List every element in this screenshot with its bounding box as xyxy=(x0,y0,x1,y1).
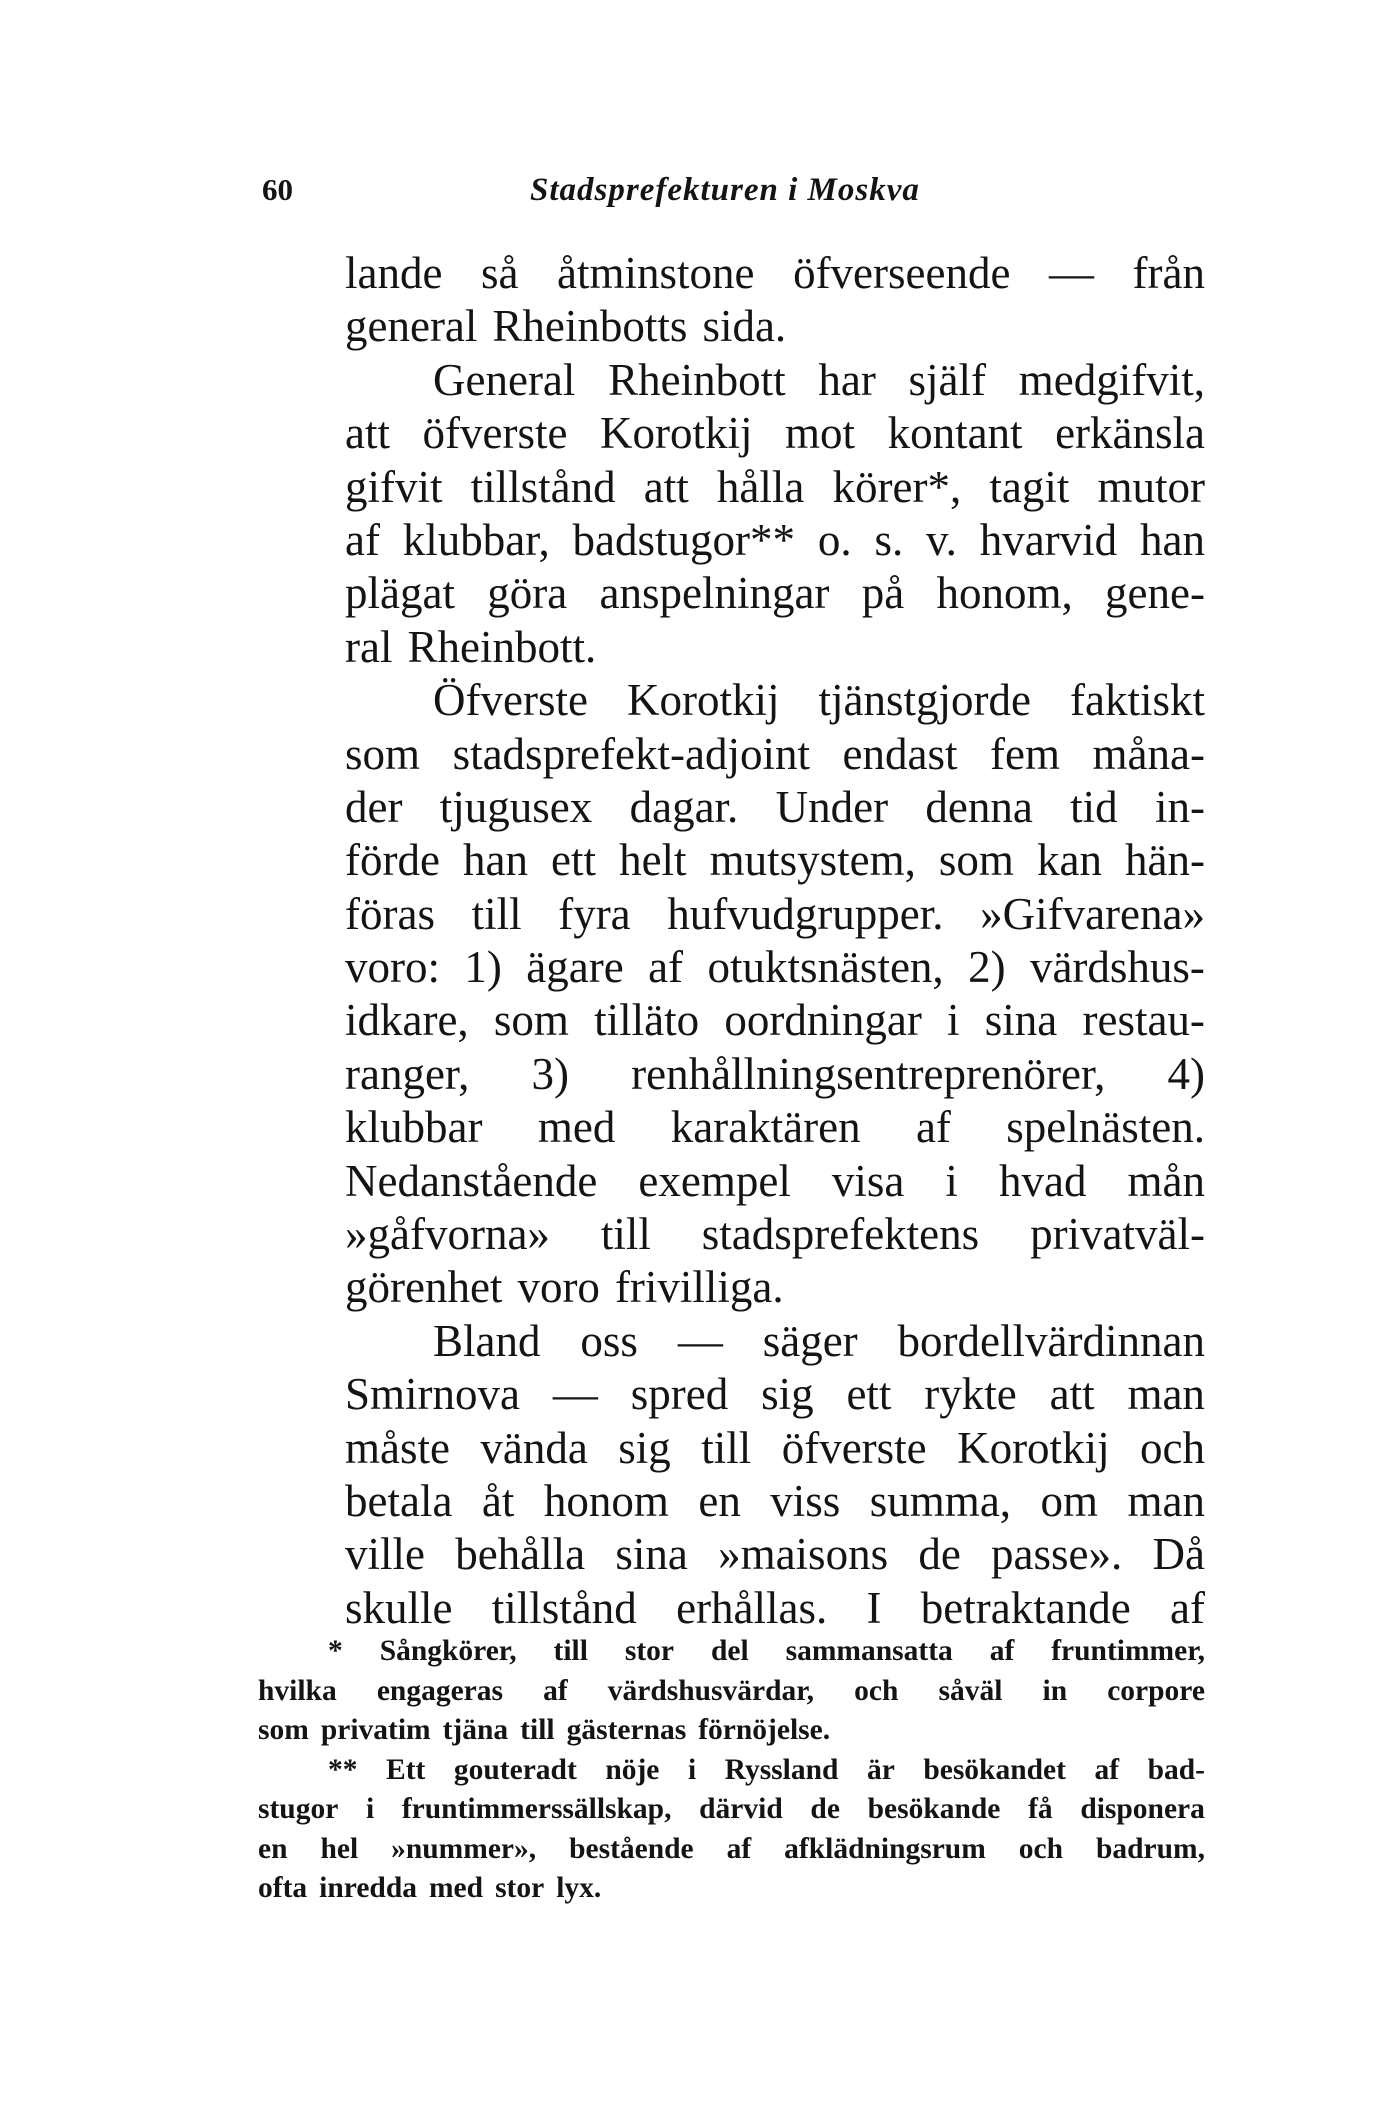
text-line: plägat göra anspelningar på honom, gene- xyxy=(345,568,1205,619)
text-line: skulle tillstånd erhållas. I betraktande af xyxy=(345,1582,1205,1633)
text-line: ranger, 3) renhållningsentreprenörer, 4) xyxy=(345,1048,1205,1099)
text-line: ville behålla sina »maisons de passe». Då xyxy=(345,1529,1205,1580)
body-text xyxy=(345,247,1205,1635)
text-line: Bland oss — säger bordellvärdinnan xyxy=(433,1315,1205,1366)
footnote-line: hvilka engageras af värdshusvärdar, och såväl in corpore xyxy=(258,1674,1205,1707)
text-line: föras till fyra hufvudgrupper. »Gifvarena» xyxy=(345,888,1205,939)
footnote-line: som privatim tjäna till gästernas förnöjelse. xyxy=(258,1714,831,1746)
text-line: Öfverste Korotkij tjänstgjorde faktiskt xyxy=(433,675,1205,726)
text-line: der tjugusex dagar. Under denna tid in- xyxy=(345,781,1205,832)
text-line: förde han ett helt mutsystem, som kan hän- xyxy=(345,835,1205,886)
text-line: lande så åtminstone öfverseende — från xyxy=(345,248,1205,298)
text-line: general Rheinbotts sida. xyxy=(345,301,787,352)
text-line: gifvit tillstånd att hålla körer*, tagit mutor xyxy=(345,461,1205,512)
running-head xyxy=(0,170,1400,210)
footnote-line: en hel »nummer», bestående af afklädningsrum och badrum, xyxy=(258,1832,1205,1865)
text-line: Smirnova — spred sig ett rykte att man xyxy=(345,1369,1205,1420)
text-line: af klubbar, badstugor** o. s. v. hvarvid han xyxy=(345,514,1205,565)
text-line: betala åt honom en viss summa, om man xyxy=(345,1475,1205,1526)
text-line: General Rheinbott har själf medgifvit, xyxy=(433,354,1205,405)
text-line: klubbar med karaktären af spelnästen. xyxy=(345,1102,1205,1153)
text-line: Nedanstående exempel visa i hvad mån xyxy=(345,1155,1205,1206)
footnote-line: stugor i fruntimmerssällskap, därvid de besökande få disponera xyxy=(258,1793,1205,1825)
footnote-line: ** Ett gouteradt nöje i Ryssland är besökandet af bad- xyxy=(328,1753,1205,1786)
text-line: »gåfvorna» till stadsprefektens privatväl- xyxy=(345,1209,1205,1260)
footnote-line: * Sångkörer, till stor del sammansatta af fruntimmer, xyxy=(328,1635,1205,1667)
text-line: måste vända sig till öfverste Korotkij och xyxy=(345,1422,1205,1473)
text-line: som stadsprefekt-adjoint endast fem måna- xyxy=(345,728,1205,779)
text-line: voro: 1) ägare af otuktsnästen, 2) värdshus- xyxy=(345,942,1205,993)
footnotes xyxy=(258,1632,1205,1909)
text-line: idkare, som tilläto oordningar i sina restau- xyxy=(345,995,1205,1046)
text-line: att öfverste Korotkij mot kontant erkänsla xyxy=(345,408,1205,459)
page-number: 60 xyxy=(262,172,293,207)
text-line: ral Rheinbott. xyxy=(345,621,597,672)
footnote-line: ofta inredda med stor lyx. xyxy=(258,1872,602,1904)
text-line: görenhet voro frivilliga. xyxy=(345,1262,784,1313)
running-title: Stadsprefekturen i Moskva xyxy=(530,172,920,208)
